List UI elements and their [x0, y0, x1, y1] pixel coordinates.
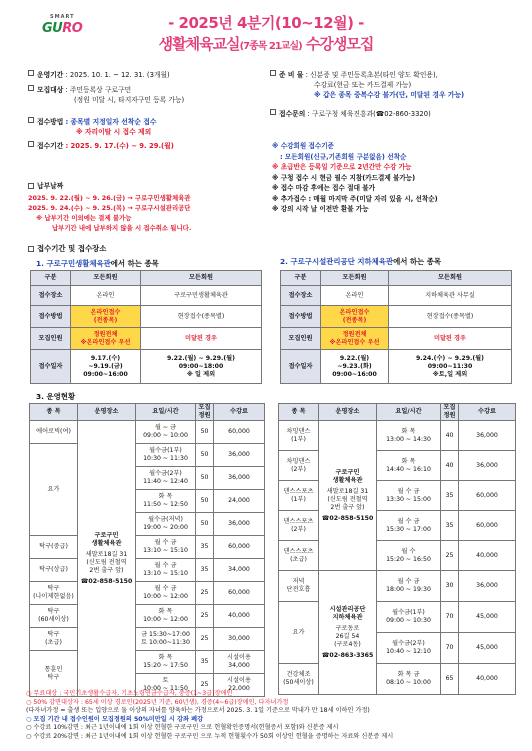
- right-info-block: [270, 70, 525, 124]
- operation-table-b: [278, 403, 516, 695]
- table-b-title: 2. 구로구시설관리공단 지하체육관에서 하는 종목: [280, 257, 442, 266]
- info-docs: 준 비 물 : 신분증 및 주민등록초본(타인 양도 확인용),: [270, 70, 525, 80]
- table-header: 종 목: [30, 404, 78, 421]
- table-header: 요일/시간: [136, 404, 196, 421]
- table-row: 접수방법 온라인접수 (전종목) 현장접수(종목별): [31, 306, 262, 328]
- info-apply-period: 접수기간 : 2025. 9. 17.(수) ~ 9. 29.(월): [28, 141, 273, 151]
- table-row: 월수금(2부) 10:40 ~ 12:10 70 45,000: [279, 633, 516, 664]
- table-row: 저녁 단전호흡 시설관리공단 지하체육관 구로동로 26길 54 (구로4동) ☎02-863-3365 월 수 금 18:00 ~ 19:30 30 36,000: [279, 571, 516, 602]
- table-row: 모집인원 정원전체 ※온라인접수 우선 미달된 경우: [281, 328, 512, 350]
- logo-text: GURO: [42, 21, 83, 36]
- payment-line-1: 2025. 9. 22.(월) ~ 9. 26.(금) → 구로구민생활체육관: [28, 194, 191, 202]
- footer-notes: [26, 690, 526, 742]
- checkbox-icon: [28, 183, 34, 189]
- payment-label-row: 납부날짜: [28, 181, 273, 191]
- left-info-block: [28, 70, 273, 156]
- note-line: ※ 추가접수 : 매월 마지막 주(미달 자리 있을 시, 선착순): [272, 194, 438, 203]
- checkbox-icon: [28, 85, 34, 91]
- table-header: 모든회원: [141, 271, 262, 286]
- info-method-note: ※ 자리이탈 시 접수 제외: [76, 128, 152, 136]
- table-row: 탁구 (초급) 금 15:30~17:00 토 10:00~11:30 25 30,000: [30, 628, 265, 651]
- table-row: 통훈인 탁구 화 목 15:20 ~ 17:50 35 시설이용 34,000: [30, 651, 265, 674]
- logo-small-text: SMART: [50, 14, 75, 20]
- table-row: 접수일자 9.22.(월) ~9.23.(화) 09:00~16:00 9.24.(수) ~ 9.29.(월) 09:00~11:30 ※토,일 제외: [281, 350, 512, 384]
- table-row: 월수금(저녁) 19:00 ~ 20:00 50 36,000: [30, 513, 265, 536]
- venue-cell: 구로구민 생활체육관 새말로18길 31 (신도림 전철역 2번 출구 앞) ☎02-858-5150: [78, 421, 136, 697]
- table-header: 종 목: [279, 404, 319, 421]
- checkbox-icon: [28, 117, 34, 123]
- operation-table-a: [29, 403, 265, 697]
- checkbox-icon: [28, 141, 34, 147]
- checkbox-icon: [270, 109, 276, 115]
- note-line: ※ 수강회원 접수기준: [272, 142, 334, 150]
- table-row: 댄스스포츠 (2부) 월 수 금 15:30 ~ 17:00 35 60,000: [279, 511, 516, 541]
- table-row: 요가 월수금(1부) 10:30 ~ 11:30 50 36,000: [30, 444, 265, 467]
- table-header: 운영장소: [78, 404, 136, 421]
- payment-note-2: 납부기간 내에 납부하지 않을 시 접수취소 됩니다.: [52, 224, 192, 232]
- table-row: 탁구(상급) 월 수 금 13:10 ~ 15:10 35 34,000: [30, 559, 265, 582]
- table-row: 차밍댄스 (1부) 구로구민 생활체육관 새말로18길 31 (신도림 전철역 2번 출구 앞) ☎02-858-5150 화 목 13:00 ~ 14:30 40 36,000: [279, 421, 516, 451]
- table-row: 댄스스포츠 (초급) 월 수 15:20 ~ 16:50 25 40,000: [279, 541, 516, 571]
- venue-cell-1: 구로구민 생활체육관 새말로18길 31 (신도림 전철역 2번 출구 앞) ☎02-858-5150: [319, 421, 377, 571]
- note-line: ※ 초급반은 등록일 기준으로 2년간만 수강 가능: [272, 163, 412, 171]
- section-2-title: 접수기간 및 접수장소: [28, 243, 106, 254]
- table-row: 요가 월수금(1부) 09:00 ~ 10:30 70 45,000: [279, 602, 516, 633]
- table-row: 월수금(2부) 11:40 ~ 12:40 50 36,000: [30, 467, 265, 490]
- table-row: 화 목 11:50 ~ 12:50 50 24,000: [30, 490, 265, 513]
- info-contact: 접수문의 : 구로구청 체육진흥과(☎02-860-3320): [270, 109, 525, 119]
- info-method: 접수방법 : 종목별 지정일자 선착순 접수: [28, 117, 273, 127]
- reception-table-b: [280, 270, 512, 384]
- table-row: 에어로빅(여) 구로구민 생활체육관 새말로18길 31 (신도림 전철역 2번 출구 앞) ☎02-858-5150 월 ~ 금 09:00 ~ 10:00 50 60,000: [30, 421, 265, 444]
- payment-note-1: ※ 납부기간 이외에는 결제 불가능: [36, 214, 132, 222]
- note-line: ※ 접수 마감 후에는 접수 절대 불가: [272, 184, 375, 192]
- table-header: 모집 정원: [441, 404, 459, 421]
- note-line: ※ 구청 접수 시 현금 필수 지참(카드결제 불가능): [272, 173, 416, 182]
- table-row: 탁구 (나이제한없음) 월 수 금 10:00 ~ 12:00 25 60,000: [30, 582, 265, 605]
- info-period: 운영기간 : 2025. 10. 1. ~ 12. 31. (3개월): [28, 70, 273, 80]
- venue-cell-2: 시설관리공단 지하체육관 구로동로 26길 54 (구로4동) ☎02-863-3365: [319, 571, 377, 695]
- table-row: 건강체조 (50세이상) 화 목 금 08:10 ~ 10:00 65 40,000: [279, 664, 516, 695]
- table-row: 탁구(중급) 월 수 금 13:10 ~ 15:10 35 60,000: [30, 536, 265, 559]
- table-a-title: 1. 구로구민생활체육관에서 하는 종목: [36, 259, 159, 268]
- table-row: 차밍댄스 (2부) 화 목 14:40 ~ 16:10 40 36,000: [279, 451, 516, 481]
- page-title-main: 생활체육교실(7종목 21교실) 수강생모집: [158, 35, 374, 53]
- table-header: 구분: [31, 271, 71, 286]
- table-header: 모든회원: [71, 271, 141, 286]
- table-header: 수강료: [459, 404, 516, 421]
- note-line: : 모든회원(신규,기존회원 구분없음) 선착순: [280, 152, 407, 161]
- table-row: 모집인원 정원전체 ※온라인접수 우선 미달된 경우: [31, 328, 262, 350]
- checkbox-icon: [28, 70, 34, 76]
- section-3-title: 3. 운영현황: [36, 392, 76, 401]
- info-docs-2: 수강료(현금 또는 카드결제 가능): [314, 81, 412, 89]
- table-header: 수강료: [214, 404, 265, 421]
- table-header: 모든회원: [389, 271, 512, 286]
- info-target-note: (정원 미달 시, 타지자구민 등록 가능): [74, 96, 185, 104]
- notes-right: [272, 141, 527, 215]
- footer-line: ○ 수강료 20%감면 : 최근 1년이내에 1회 이상 헌혈한 구로구민 으로 누적 헌혈횟수가 50회 이상인 헌혈을 증명하는 자료와 신분증 제시: [26, 732, 394, 740]
- footer-line: ○ 무료대상 : 국민기초생활수급자, 기초노령연금수급자, 중증(1~3급)장애인: [26, 690, 233, 697]
- table-row: 접수장소 온라인 지하체육관 사무실: [281, 286, 512, 306]
- footer-line: ○ 모집 기간 내 접수인원이 모집정원의 50%미만일 시 강좌 폐강: [26, 715, 204, 723]
- info-target: 모집대상 : 주민등록상 구로구민: [28, 85, 273, 95]
- page-title-period: - 2025년 4분기(10~12월) -: [168, 14, 364, 32]
- table-row: 댄스스포츠 (1부) 월 수 금 13:30 ~ 15:00 35 60,000: [279, 481, 516, 511]
- info-docs-note: ※ 갑은 종목 중복수강 불가(단, 미달된 경우 가능): [314, 91, 465, 99]
- footer-line: ○ 수강료 10%감면 : 최근 1년이내에 1회 이상 헌혈한 구로구민 으로 헌혈확인증명서(헌혈증서 포함)와 신분증 제시: [26, 724, 339, 732]
- table-header: 구분: [281, 271, 321, 286]
- payment-block: [28, 181, 273, 233]
- table-header: 모집 정원: [196, 404, 214, 421]
- table-row: 접수일자 9.17.(수) ~9.19.(금) 09:00~16:00 9.22.(월) ~ 9.29.(월) 09:00~18:00 ※ 일 제외: [31, 350, 262, 384]
- note-line: ※ 강의 시작 날 이전만 환불 가능: [272, 205, 369, 213]
- checkbox-icon: [28, 246, 34, 252]
- table-header: 모든회원: [321, 271, 389, 286]
- checkbox-icon: [270, 70, 276, 76]
- table-row: 토 10:00 ~ 11:50 25 시설이용 22,000: [30, 674, 265, 697]
- table-row: 접수방법 온라인접수 (전종목) 현장접수(종목별): [281, 306, 512, 328]
- table-header: 요일/시간: [377, 404, 441, 421]
- table-row: 접수장소 온라인 구로구민생활체육관: [31, 286, 262, 306]
- footer-line: (다자녀가정 = 출생 또는 입양으로 둘 이상의 자녀를 양육하는 가정으로서 2025. 3. 1일 기준으로 막내가 만 18세 이하인 가정): [26, 707, 370, 715]
- table-row: 탁구 (60세이상) 화 목 10:00 ~ 12:00 25 40,000: [30, 605, 265, 628]
- reception-table-a: [30, 270, 262, 384]
- payment-line-2: 2025. 9. 24.(수) ~ 9. 25.(목) → 구로구시설관리공단: [28, 204, 191, 212]
- table-header: 운영장소: [319, 404, 377, 421]
- footer-line: ○ 50% 감면대상자 : 65세 이상 경로인(2025년 기준, 60년생), 경증(4~6급)장애인, 다자녀가정: [26, 698, 289, 706]
